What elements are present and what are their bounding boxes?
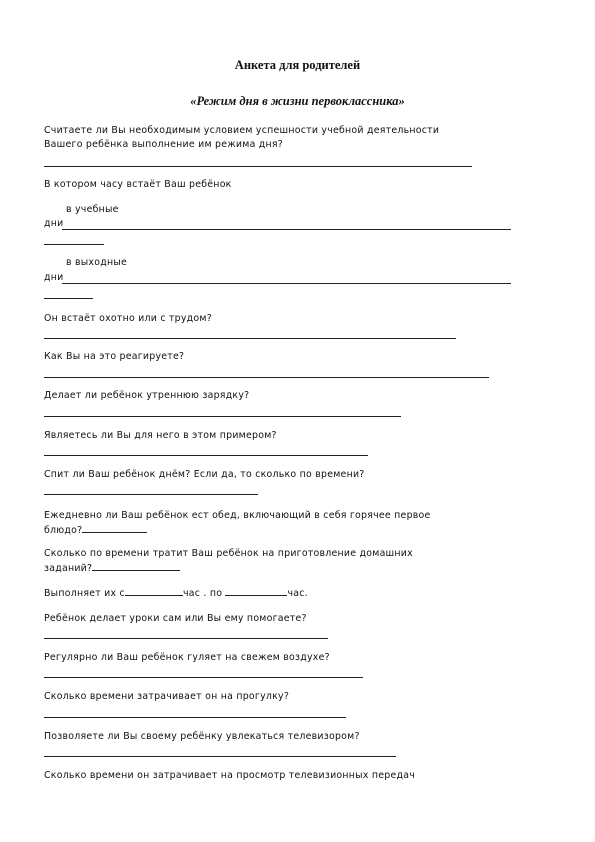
question-9-line-2-text: заданий? bbox=[44, 563, 93, 574]
answer-line-12[interactable] bbox=[44, 677, 363, 678]
question-2-sub-school-days: в учебные bbox=[66, 204, 119, 215]
answer-line-13[interactable] bbox=[44, 717, 346, 718]
question-13: Сколько времени затрачивает он на прогулку? bbox=[44, 691, 290, 702]
days-label-1: дни bbox=[44, 218, 64, 229]
answer-line-6[interactable] bbox=[44, 455, 368, 456]
answer-line-5[interactable] bbox=[44, 416, 401, 417]
answer-line-4[interactable] bbox=[44, 377, 489, 378]
question-9-line-1: Сколько по времени тратит Ваш ребёнок на приготовление домашних bbox=[44, 548, 413, 559]
question-4: Как Вы на это реагируете? bbox=[44, 351, 185, 362]
question-10 bbox=[44, 588, 308, 600]
question-6: Являетесь ли Вы для него в этом примером? bbox=[44, 430, 277, 441]
question-10-hour-label: час. bbox=[287, 588, 308, 599]
days-label-2: дни bbox=[44, 272, 64, 283]
question-11: Ребёнок делает уроки сам или Вы ему помогаете? bbox=[44, 613, 307, 624]
question-9-line-2 bbox=[44, 563, 180, 575]
question-5: Делает ли ребёнок утреннюю зарядку? bbox=[44, 390, 250, 401]
answer-line-9[interactable] bbox=[92, 570, 180, 571]
question-15: Сколько времени он затрачивает на просмотр телевизионных передач bbox=[44, 770, 415, 781]
answer-line-7[interactable] bbox=[44, 494, 258, 495]
question-10-from-label: Выполняет их с bbox=[44, 588, 125, 599]
answer-line-10-from[interactable] bbox=[125, 595, 183, 596]
question-12: Регулярно ли Ваш ребёнок гуляет на свежем воздухе? bbox=[44, 652, 330, 663]
question-8-line-2 bbox=[44, 525, 147, 537]
answer-line-2b[interactable] bbox=[44, 244, 104, 245]
answer-line-2d[interactable] bbox=[44, 298, 93, 299]
question-1-line-2: Вашего ребёнка выполнение им режима дня? bbox=[44, 139, 284, 150]
question-2-sub-weekends: в выходные bbox=[66, 257, 127, 268]
question-1-line-1: Считаете ли Вы необходимым условием успешности учебной деятельности bbox=[44, 125, 440, 136]
question-10-to-label: час . по bbox=[182, 588, 223, 599]
question-14: Позволяете ли Вы своему ребёнку увлекаться телевизором? bbox=[44, 731, 360, 742]
answer-line-2c[interactable] bbox=[62, 283, 511, 284]
question-8-line-1: Ежедневно ли Ваш ребёнок ест обед, включающий в себя горячее первое bbox=[44, 510, 431, 521]
answer-line-10-to[interactable] bbox=[225, 595, 287, 596]
page-subtitle: «Режим дня в жизни первоклассника» bbox=[190, 94, 405, 108]
question-2: В котором часу встаёт Ваш ребёнок bbox=[44, 179, 232, 190]
answer-line-3[interactable] bbox=[44, 338, 456, 339]
question-3: Он встаёт охотно или с трудом? bbox=[44, 313, 212, 324]
answer-line-11[interactable] bbox=[44, 638, 328, 639]
answer-line-1[interactable] bbox=[44, 166, 472, 167]
answer-line-2a[interactable] bbox=[62, 229, 511, 230]
question-7: Спит ли Ваш ребёнок днём? Если да, то сколько по времени? bbox=[44, 469, 365, 480]
question-8-line-2-text: блюдо? bbox=[44, 525, 83, 536]
answer-line-8[interactable] bbox=[82, 532, 147, 533]
answer-line-14[interactable] bbox=[44, 756, 396, 757]
page-title: Анкета для родителей bbox=[234, 58, 361, 72]
